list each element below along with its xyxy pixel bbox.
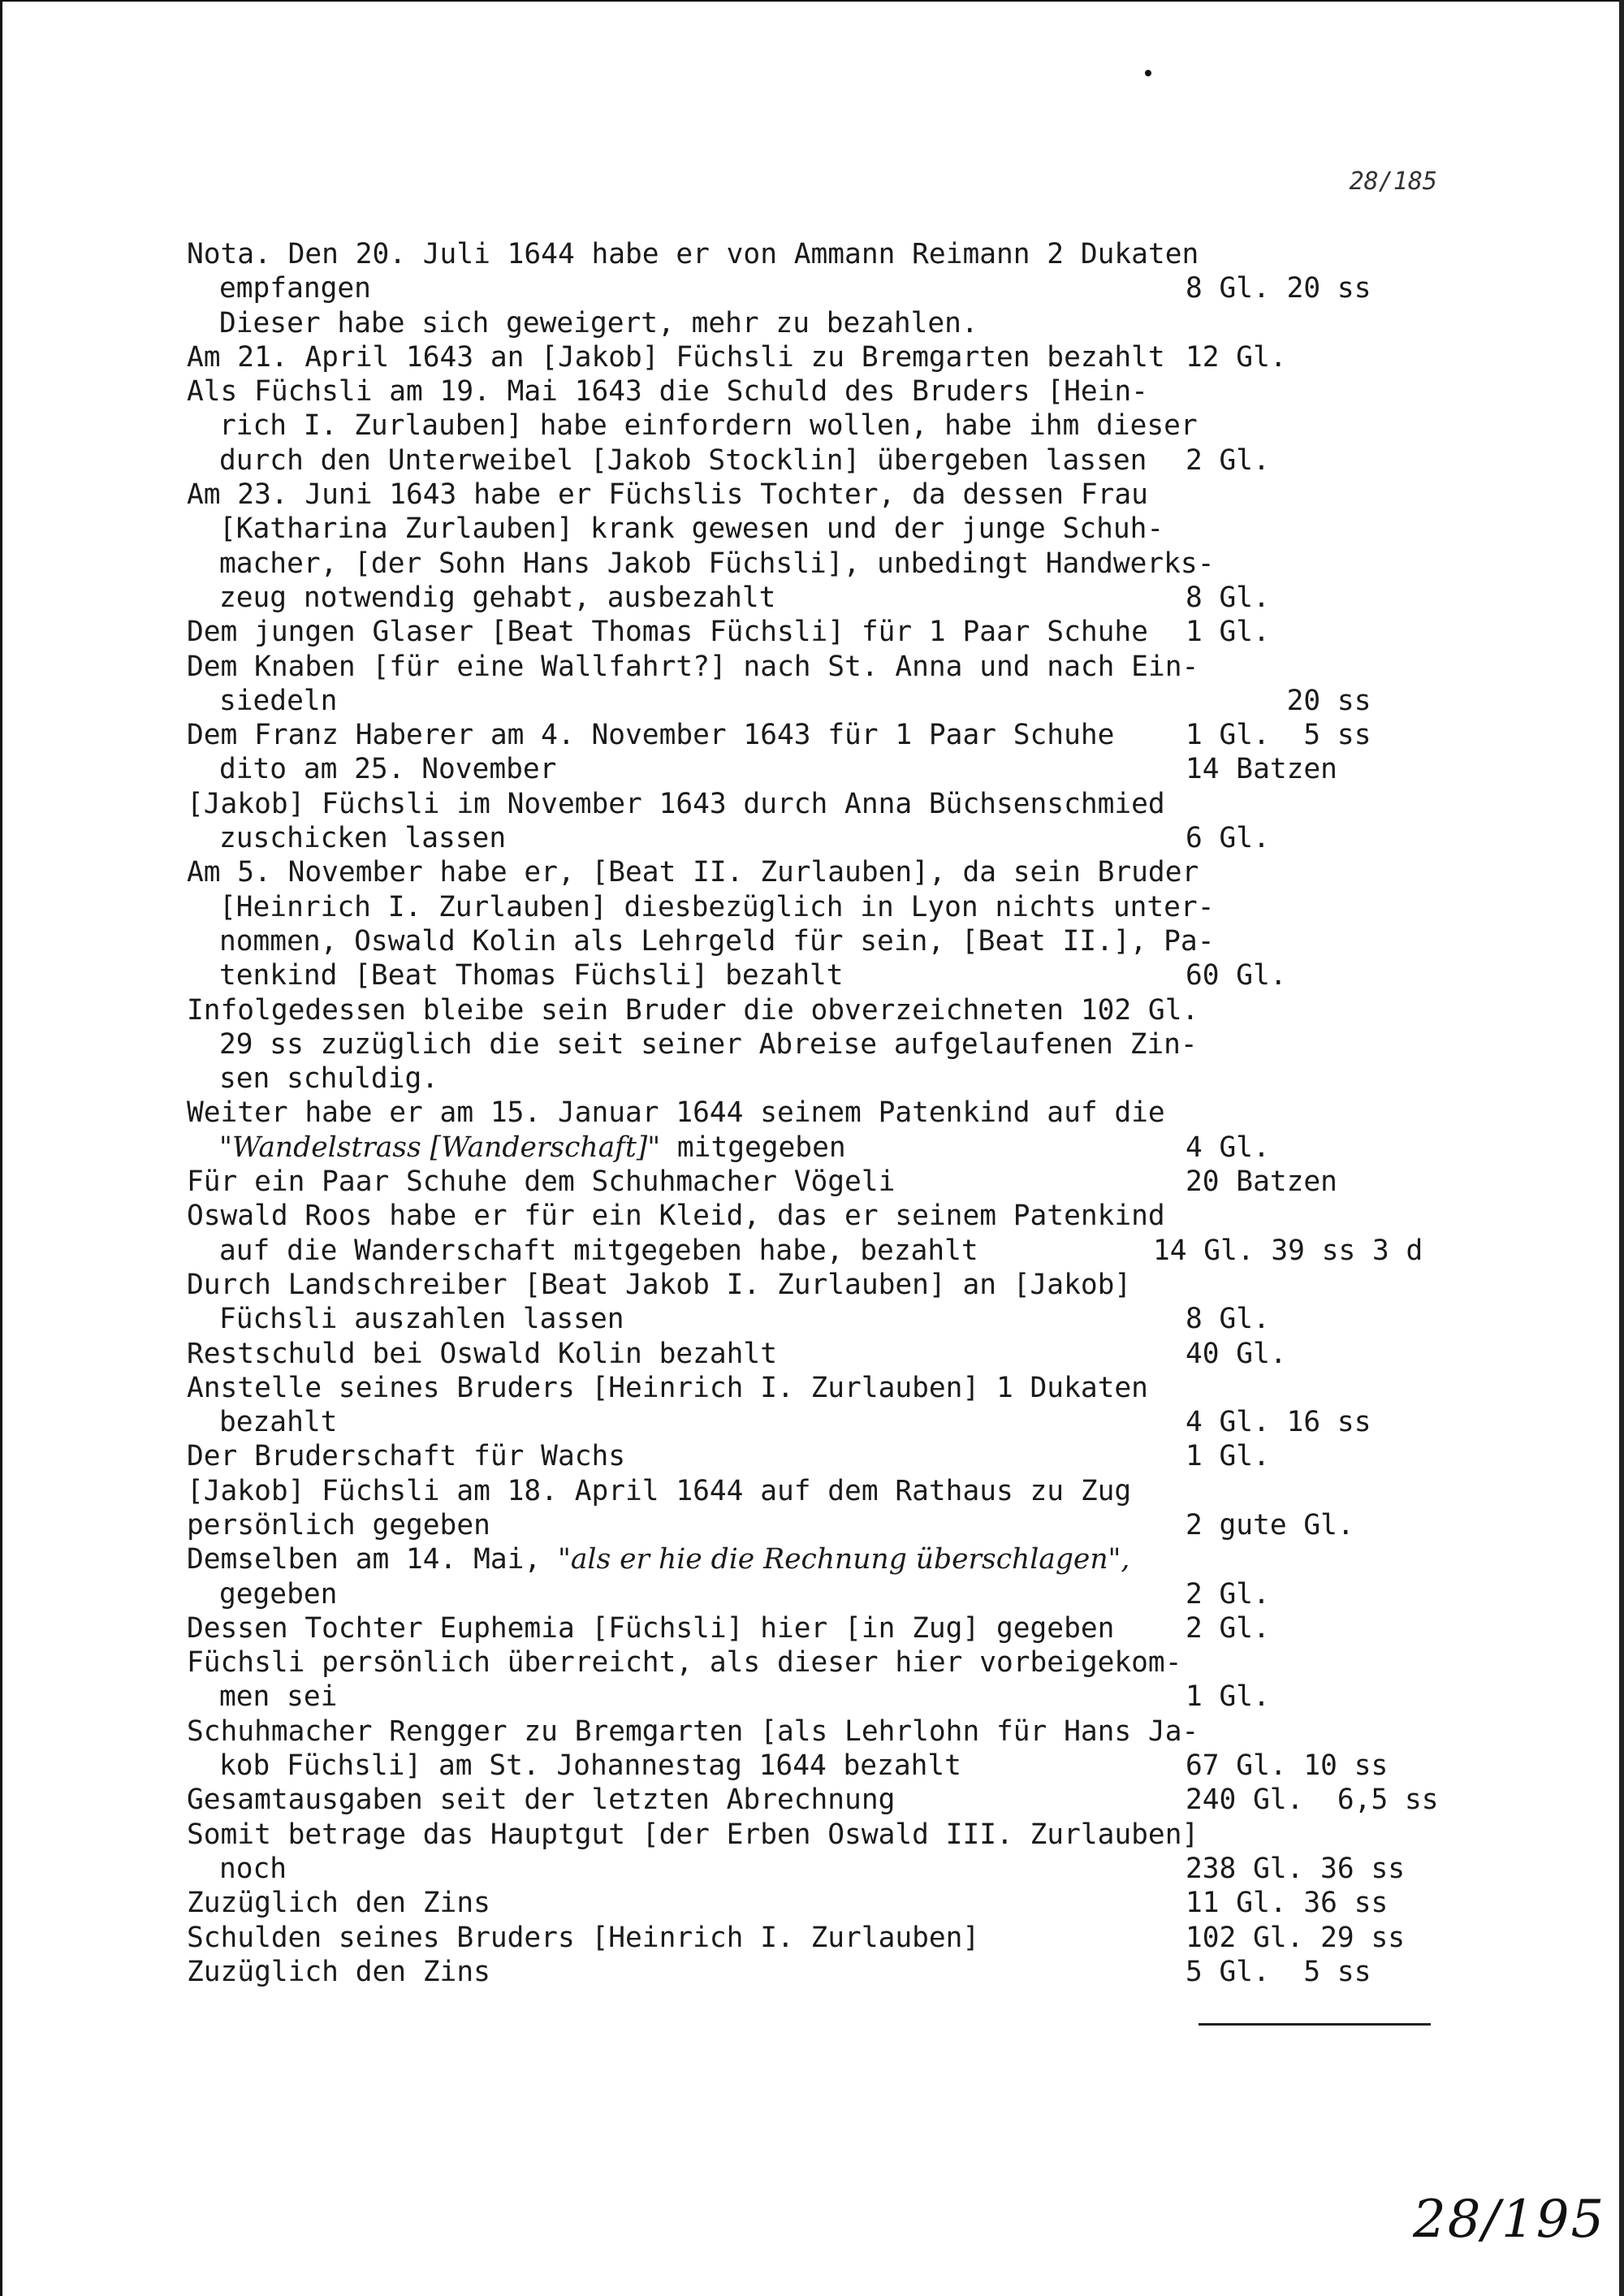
ledger-line-text-part: nommen, Oswald Kolin als Lehrgeld für sein, [Beat II.], Pa-: [219, 924, 1215, 958]
ledger-line-text: [187, 1096, 1165, 1130]
ledger-line-amount: 8 Gl. 20 ss: [1186, 272, 1371, 305]
ledger-line-text-part: [Heinrich I. Zurlauben] diesbezüglich in Lyon nichts unter-: [219, 890, 1215, 923]
ledger-line-text: [187, 993, 1199, 1027]
ledger-line-text-part: Nota. Den 20. Juli 1644 habe er von Ammann Reimann 2 Dukaten: [187, 238, 1199, 270]
ledger-line-text: [219, 821, 506, 855]
ledger-line-text: [187, 1783, 895, 1817]
ledger-line-text-part: [Jakob] Füchsli am 18. April 1644 auf dem Rathaus zu Zug: [187, 1474, 1132, 1507]
ledger-line: [187, 512, 1453, 546]
ledger-line-amount: 12 Gl.: [1186, 340, 1287, 374]
ledger-line-text-part: Weiter habe er am 15. Januar 1644 seinem Patenkind auf die: [187, 1096, 1165, 1130]
ledger-line: [187, 855, 1453, 889]
ledger-line-text: [187, 1886, 490, 1920]
ledger-line-text: [187, 718, 1114, 752]
ledger-line-amount: 1 Gl.: [1186, 616, 1270, 649]
ledger-line: [187, 374, 1453, 409]
ledger-line-text-part: Schulden seines Bruders [Heinrich I. Zurlauben]: [187, 1921, 980, 1954]
ledger-line-text-part: gegeben: [219, 1577, 338, 1611]
ledger-line-amount: 8 Gl.: [1186, 1303, 1270, 1336]
ledger-line-amount: 14 Gl. 39 ss 3 d: [1153, 1234, 1423, 1267]
ledger-line: [187, 958, 1453, 992]
ledger-line-text-part: Dem jungen Glaser [Beat Thomas Füchsli] für 1 Paar Schuhe: [187, 616, 1148, 649]
ledger-line: [187, 1818, 1453, 1852]
ledger-line-text: [219, 1405, 337, 1439]
ledger-line-amount: 240 Gl. 6,5 ss: [1186, 1784, 1439, 1817]
ledger-line-text-part: noch: [219, 1852, 287, 1885]
ledger-line-text: [187, 1714, 1199, 1749]
ledger-line-text: [187, 1371, 1148, 1405]
ledger-line: [187, 1921, 1453, 1955]
sum-rule: [1199, 2023, 1431, 2026]
ledger-line-text-part: tenkind [Beat Thomas Füchsli] bezahlt: [219, 959, 844, 992]
ledger-line-text: [187, 1611, 1114, 1645]
ledger-line-text-part: zuschicken lassen: [219, 822, 507, 855]
ledger-line: [187, 1131, 1453, 1165]
ledger-line-text: [187, 1165, 895, 1199]
ledger-line-amount: 11 Gl. 36 ss: [1186, 1887, 1389, 1920]
page-frame-left: [0, 0, 2, 2296]
ledger-line-text: [219, 1749, 961, 1783]
handwritten-page-number: 28/195: [1413, 2190, 1606, 2250]
ledger-line: [187, 1611, 1453, 1645]
ledger-line: [187, 718, 1453, 752]
ink-dot: [1145, 70, 1151, 76]
ledger-line-text-part: Dem Knaben [für eine Wallfahrt?] nach St. Anna und nach Ein-: [187, 650, 1199, 683]
ledger-line: [187, 1199, 1453, 1233]
ledger-line-text-part: macher, [der Sohn Hans Jakob Füchsli], unbedingt Handwerks-: [219, 547, 1215, 580]
ledger-line-text-part: "als er hie die Rechnung überschlagen",: [557, 1543, 1130, 1576]
ledger-line: [187, 237, 1453, 271]
ledger-line-text-part: mitgegeben: [660, 1131, 846, 1164]
ledger-line: [187, 1955, 1453, 1989]
ledger-line-text-part: zeug notwendig gehabt, ausbezahlt: [219, 581, 776, 614]
ledger-line: [187, 1337, 1453, 1371]
ledger-line-text-part: Demselben am 14. Mai,: [187, 1543, 558, 1576]
ledger-line: [187, 1542, 1453, 1576]
ledger-line-amount: 20 Batzen: [1186, 1165, 1337, 1199]
page-frame-top: [0, 0, 1624, 2]
ledger-line-text: [219, 1131, 846, 1165]
ledger-line-text-part: Anstelle seines Bruders [Heinrich I. Zurlauben] 1 Dukaten: [187, 1371, 1148, 1404]
ledger-line: [187, 1268, 1453, 1302]
ledger-line: [187, 271, 1453, 305]
ledger-line-text-part: Der Bruderschaft für Wachs: [187, 1440, 626, 1473]
ledger-line-text-part: Füchsli persönlich überreicht, als dieser hier vorbeigekom-: [187, 1646, 1182, 1680]
ledger-line: [187, 821, 1453, 855]
ledger-line-text: [219, 1302, 624, 1336]
ledger-line-text: [187, 1268, 1131, 1302]
ledger-line-text: [187, 1337, 777, 1371]
ledger-line: [187, 1749, 1453, 1783]
ledger-line-text: [187, 374, 1148, 409]
ledger-line: [187, 340, 1453, 374]
ledger-line-text-part: Infolgedessen bleibe sein Bruder die obverzeichneten 102 Gl.: [187, 993, 1199, 1027]
ledger-line-amount: 14 Batzen: [1186, 753, 1337, 786]
ledger-line-text-part: Als Füchsli am 19. Mai 1643 die Schuld des Bruders [Hein-: [187, 375, 1148, 409]
ledger-line-text: [219, 581, 775, 615]
ledger-line-text: [219, 958, 844, 992]
ledger-line: [187, 1714, 1453, 1749]
ledger-line-text-part: empfangen: [219, 272, 371, 305]
ledger-line-text: [187, 1508, 490, 1542]
ledger-line-text-part: Somit betrage das Hauptgut [der Erben Oswald III. Zurlauben]: [187, 1818, 1199, 1851]
ledger-line-amount: 2 gute Gl.: [1186, 1508, 1354, 1541]
ledger-line: [187, 752, 1453, 786]
ledger-line: [187, 1234, 1453, 1268]
ledger-line: [187, 1371, 1453, 1405]
ledger-line-amount: 238 Gl. 36 ss: [1186, 1852, 1406, 1885]
ledger-line-text-part: Oswald Roos habe er für ein Kleid, das er seinem Patenkind: [187, 1200, 1165, 1233]
ledger-line-text-part: Zuzüglich den Zins: [187, 1887, 490, 1920]
ledger-line-text: [219, 924, 1214, 958]
ledger-line-text-part: auf die Wanderschaft mitgegeben habe, bezahlt: [219, 1234, 978, 1267]
ledger-line-text-part: Durch Landschreiber [Beat Jakob I. Zurlauben] an [Jakob]: [187, 1268, 1132, 1301]
ledger-line-text: [219, 1680, 337, 1714]
ledger-line-text-part: durch den Unterweibel [Jakob Stocklin] übergeben lassen: [219, 443, 1147, 477]
ledger-line-text: [187, 615, 1148, 649]
ledger-line-text-part: men sei: [219, 1680, 338, 1714]
ledger-line-text-part: dito am 25. November: [219, 753, 557, 786]
ledger-line: [187, 1302, 1453, 1336]
ledger-line-text: [187, 1955, 490, 1989]
ledger-line-text: [187, 1818, 1199, 1852]
ledger-line-text: [219, 1062, 438, 1096]
ledger-line-text: [219, 752, 556, 786]
ledger-line-text-part: Schuhmacher Rengger zu Bremgarten [als Lehrlohn für Hans Ja-: [187, 1714, 1199, 1748]
ledger-line: [187, 890, 1453, 924]
ledger-line: [187, 409, 1453, 443]
ledger-line-text-part: Gesamtausgaben seit der letzten Abrechnung: [187, 1784, 896, 1817]
ledger-line-text-part: [Katharina Zurlauben] krank gewesen und der junge Schuh-: [219, 512, 1164, 546]
ledger-line-text: [187, 1542, 1129, 1576]
ledger-line-text-part: siedeln: [219, 684, 338, 717]
ledger-line-text-part: Am 23. Juni 1643 habe er Füchslis Tochter, da dessen Frau: [187, 478, 1148, 512]
ledger-entries: [187, 237, 1453, 1989]
ledger-line-text: [187, 855, 1199, 889]
ledger-line: [187, 547, 1453, 581]
ledger-line: [187, 1062, 1453, 1096]
ledger-line-amount: 60 Gl.: [1186, 959, 1287, 992]
ledger-line-text-part: 29 ss zuzüglich die seit seiner Abreise aufgelaufenen Zin-: [219, 1027, 1198, 1061]
ledger-line: [187, 1645, 1453, 1680]
ledger-line-text: [219, 890, 1214, 924]
ledger-line-text: [219, 1577, 337, 1611]
ledger-line-amount: 2 Gl.: [1186, 1611, 1270, 1645]
ledger-line: [187, 684, 1453, 718]
ledger-line-amount: 1 Gl.: [1186, 1680, 1270, 1714]
ledger-line: [187, 1508, 1453, 1542]
page-frame-right: [1619, 0, 1624, 2296]
ledger-line-amount: 2 Gl.: [1186, 1577, 1270, 1611]
ledger-line: [187, 1439, 1453, 1473]
ledger-line: [187, 1577, 1453, 1611]
ledger-line: [187, 1680, 1453, 1714]
ledger-line: [187, 1852, 1453, 1886]
ledger-line: [187, 1405, 1453, 1439]
ledger-line: [187, 924, 1453, 958]
ledger-line: [187, 306, 1453, 340]
ledger-line-text: [219, 443, 1147, 478]
ledger-line-amount: 40 Gl.: [1186, 1337, 1287, 1370]
ledger-line-text: [187, 787, 1165, 821]
ledger-line-amount: 102 Gl. 29 ss: [1186, 1921, 1406, 1954]
ledger-line-text-part: sen schuldig.: [219, 1062, 439, 1096]
ledger-line-text: [219, 1852, 287, 1886]
ledger-line-text: [219, 684, 337, 718]
ledger-line-text: [219, 1027, 1198, 1062]
ledger-line-text: [187, 1645, 1181, 1680]
ledger-line-text: [187, 1199, 1165, 1233]
ledger-line-text-part: bezahlt: [219, 1406, 338, 1439]
ledger-line: [187, 1474, 1453, 1508]
page-number: 28/185: [1349, 167, 1437, 196]
ledger-line-text-part: Am 5. November habe er, [Beat II. Zurlauben], da sein Bruder: [187, 856, 1199, 889]
ledger-line-text: [187, 340, 1165, 374]
ledger-line-text: [219, 271, 371, 305]
ledger-line-text: [187, 1921, 979, 1955]
ledger-line: [187, 1783, 1453, 1817]
ledger-line-text-part: "Wandelstrass [Wanderschaft]": [219, 1131, 661, 1164]
ledger-line: [187, 993, 1453, 1027]
ledger-line-text: [187, 478, 1148, 512]
ledger-line-amount: 8 Gl.: [1186, 581, 1270, 614]
ledger-line-amount: 2 Gl.: [1186, 443, 1270, 477]
ledger-line-amount: 1 Gl. 5 ss: [1186, 719, 1371, 752]
ledger-line: [187, 581, 1453, 615]
ledger-line: [187, 787, 1453, 821]
ledger-line-amount: 5 Gl. 5 ss: [1186, 1955, 1371, 1988]
ledger-line-text: [219, 547, 1214, 581]
ledger-line-text-part: Zuzüglich den Zins: [187, 1955, 490, 1988]
ledger-line: [187, 478, 1453, 512]
ledger-line-amount: 4 Gl. 16 ss: [1186, 1406, 1371, 1439]
ledger-line-text-part: Restschuld bei Oswald Kolin bezahlt: [187, 1337, 777, 1370]
ledger-line-text-part: Dieser habe sich geweigert, mehr zu bezahlen.: [219, 306, 978, 339]
ledger-line: [187, 615, 1453, 649]
ledger-line-text-part: Für ein Paar Schuhe dem Schuhmacher Vögeli: [187, 1165, 896, 1199]
ledger-line-text-part: Füchsli auszahlen lassen: [219, 1303, 624, 1336]
ledger-line-text-part: Dessen Tochter Euphemia [Füchsli] hier [in Zug] gegeben: [187, 1611, 1115, 1645]
ledger-line-amount: 6 Gl.: [1186, 822, 1270, 855]
ledger-line: [187, 650, 1453, 684]
ledger-line: [187, 1165, 1453, 1199]
ledger-line-text: [219, 512, 1164, 546]
ledger-line-text-part: persönlich gegeben: [187, 1508, 490, 1541]
ledger-line: [187, 443, 1453, 478]
ledger-line-amount: 4 Gl.: [1186, 1131, 1270, 1164]
ledger-line: [187, 1886, 1453, 1920]
ledger-line-text-part: Am 21. April 1643 an [Jakob] Füchsli zu Bremgarten bezahlt: [187, 340, 1165, 374]
ledger-line: [187, 1096, 1453, 1130]
ledger-line-text-part: [Jakob] Füchsli im November 1643 durch Anna Büchsenschmied: [187, 787, 1165, 820]
ledger-line-amount: 20 ss: [1186, 684, 1371, 717]
ledger-line-text-part: Dem Franz Haberer am 4. November 1643 für 1 Paar Schuhe: [187, 719, 1115, 752]
ledger-line-text: [187, 1474, 1131, 1508]
ledger-line: [187, 1027, 1453, 1062]
ledger-line-amount: 67 Gl. 10 ss: [1186, 1749, 1389, 1783]
ledger-line-text: [187, 237, 1199, 271]
ledger-line-amount: 1 Gl.: [1186, 1440, 1270, 1473]
ledger-line-text-part: kob Füchsli] am St. Johannestag 1644 bezahlt: [219, 1749, 961, 1783]
ledger-line-text: [219, 1234, 978, 1268]
ledger-line-text: [187, 650, 1199, 684]
ledger-line-text: [219, 409, 1198, 443]
ledger-line-text-part: rich I. Zurlauben] habe einfordern wollen, habe ihm dieser: [219, 409, 1198, 443]
ledger-line-text: [219, 306, 978, 340]
ledger-line-text: [187, 1439, 625, 1473]
